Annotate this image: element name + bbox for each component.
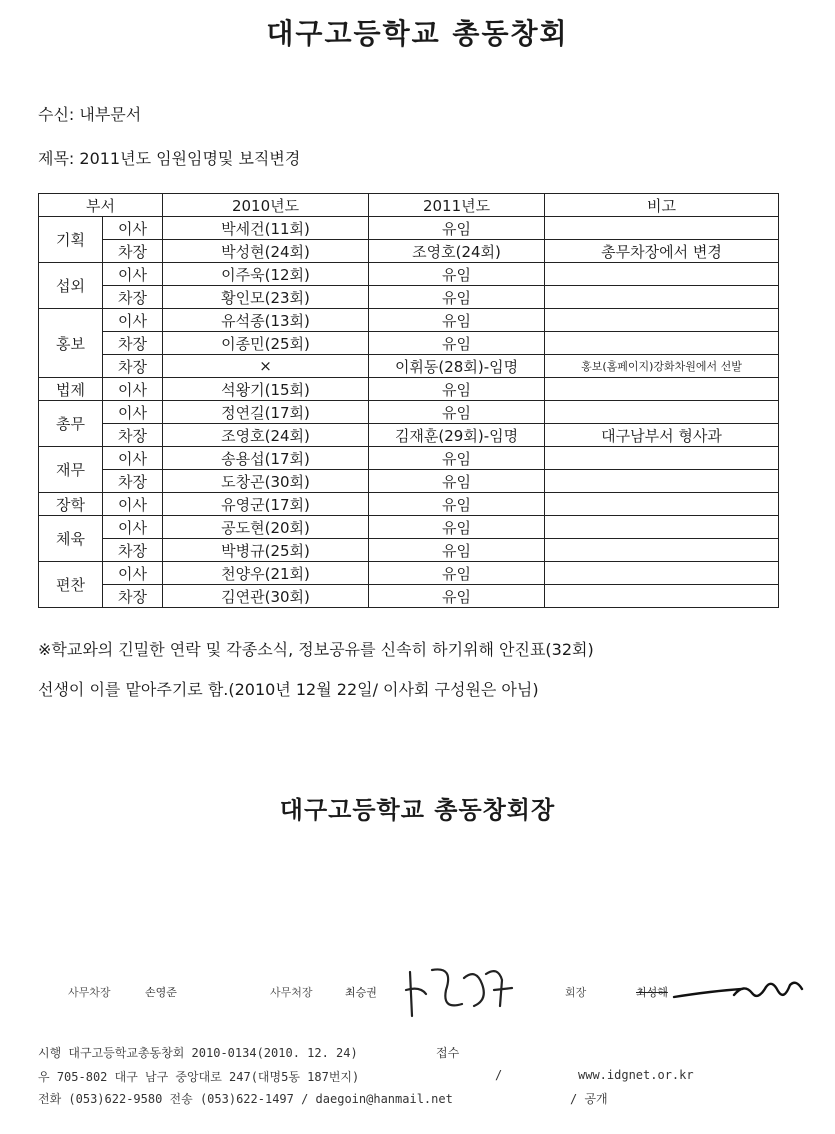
table-row [39,217,779,240]
table-header [39,194,779,217]
note-cell: 대구남부서 형사과 [545,424,779,447]
signature-deputy-secretary [68,984,111,1000]
dept-cell: 재무 [39,447,103,493]
handwritten-signature-president [672,975,807,1005]
year-2011-cell: 이휘동(28회)-임명 [369,355,545,378]
signature-president-name [636,984,668,1000]
note-cell [545,470,779,493]
table-row [39,516,779,539]
footer-receipt: 접수 [436,1046,460,1060]
role-cell: 차장 [103,355,163,378]
subject-line: 제목: 2011년도 임원임명및 보직변경 [38,149,301,168]
year-2011-cell: 유임 [369,447,545,470]
table-row [39,493,779,516]
signature-secretary-general [270,984,313,1000]
note-cell [545,332,779,355]
year-2010-cell: 박세건(11회) [163,217,369,240]
table-row [39,470,779,493]
table-row [39,562,779,585]
role-cell: 차장 [103,240,163,263]
year-2011-cell: 유임 [369,585,545,608]
dept-cell: 장학 [39,493,103,516]
table-row [39,447,779,470]
dept-cell: 홍보 [39,309,103,378]
dept-cell: 섭외 [39,263,103,309]
handwritten-signature-secretary [402,960,522,1030]
table-row [39,401,779,424]
dept-cell: 편찬 [39,562,103,608]
table-row [39,539,779,562]
role-cell: 이사 [103,217,163,240]
year-2010-cell: 정연길(17회) [163,401,369,424]
note-cell [545,286,779,309]
dept-cell: 법제 [39,378,103,401]
year-2010-cell: 이주욱(12회) [163,263,369,286]
dept-cell: 기획 [39,217,103,263]
year-2010-cell: 박병규(25회) [163,539,369,562]
signature-name: 최승권 [345,986,377,999]
col-header-dept: 부서 [39,194,163,217]
year-2011-cell: 유임 [369,378,545,401]
footer-disclosure: / 공개 [570,1092,608,1106]
signature-label: 사무차장 [68,986,111,999]
year-2010-cell: × [163,355,369,378]
year-2010-cell: 김연관(30회) [163,585,369,608]
footer-doc-number: 시행 대구고등학교총동창회 2010-0134(2010. 12. 24) [38,1046,358,1060]
year-2011-cell: 유임 [369,539,545,562]
role-cell: 차장 [103,286,163,309]
role-cell: 이사 [103,493,163,516]
role-cell: 이사 [103,401,163,424]
year-2010-cell: 유석종(13회) [163,309,369,332]
table-row [39,263,779,286]
role-cell: 이사 [103,562,163,585]
year-2011-cell: 유임 [369,309,545,332]
role-cell: 차장 [103,332,163,355]
note-cell [545,562,779,585]
year-2011-cell: 조영호(24회) [369,240,545,263]
note-cell [545,217,779,240]
note-cell: 홍보(홈페이지)강화차원에서 선발 [545,355,779,378]
note-cell [545,516,779,539]
note-cell [545,378,779,401]
year-2010-cell: 박성현(24회) [163,240,369,263]
table-row [39,240,779,263]
note-line-1: ※학교와의 긴밀한 연락 및 각종소식, 정보공유를 신속히 하기위해 안진표(32회) [38,640,594,659]
role-cell: 이사 [103,263,163,286]
dept-cell: 총무 [39,401,103,447]
year-2010-cell: 송용섭(17회) [163,447,369,470]
footer-address: 우 705-802 대구 남구 중앙대로 247(대명5동 187번지) [38,1070,360,1084]
note-cell [545,263,779,286]
note-cell [545,447,779,470]
year-2010-cell: 천양우(21회) [163,562,369,585]
table-row [39,424,779,447]
note-cell [545,539,779,562]
year-2011-cell: 유임 [369,562,545,585]
note-line-2: 선생이 이를 맡아주기로 함.(2010년 12월 22일/ 이사회 구성원은 아님) [38,680,539,699]
note-cell [545,309,779,332]
year-2010-cell: 이종민(25회) [163,332,369,355]
col-header-2011: 2011년도 [369,194,545,217]
table-row [39,355,779,378]
signature-label: 사무처장 [270,986,313,999]
year-2010-cell: 석왕기(15회) [163,378,369,401]
year-2010-cell: 공도현(20회) [163,516,369,539]
table-body [39,217,779,608]
dept-cell: 체육 [39,516,103,562]
year-2011-cell: 김재훈(29회)-임명 [369,424,545,447]
officer-roster-table [38,193,779,608]
note-cell [545,585,779,608]
year-2010-cell: 황인모(23회) [163,286,369,309]
role-cell: 이사 [103,447,163,470]
issuer-title: 대구고등학교 총동창회장 [279,796,556,824]
role-cell: 이사 [103,309,163,332]
table-row [39,378,779,401]
year-2010-cell: 유영군(17회) [163,493,369,516]
footer-contact: 전화 (053)622-9580 전송 (053)622-1497 / daegoin@hanmail.net [38,1092,453,1106]
table-row [39,585,779,608]
role-cell: 이사 [103,516,163,539]
signature-deputy-secretary-name [145,984,177,1000]
year-2011-cell: 유임 [369,401,545,424]
signature-name: 최성해 [636,986,668,999]
footer-website: www.idgnet.or.kr [578,1068,694,1082]
year-2011-cell: 유임 [369,332,545,355]
note-cell [545,401,779,424]
year-2010-cell: 도창곤(30회) [163,470,369,493]
year-2011-cell: 유임 [369,516,545,539]
col-header-note: 비고 [545,194,779,217]
table-row [39,309,779,332]
note-cell [545,493,779,516]
signature-president [565,984,586,1000]
signature-label: 회장 [565,986,587,999]
signature-name: 손영준 [145,986,177,999]
table-row [39,286,779,309]
note-cell: 총무차장에서 변경 [545,240,779,263]
footer-slash: / [495,1068,503,1082]
year-2011-cell: 유임 [369,470,545,493]
col-header-2010: 2010년도 [163,194,369,217]
role-cell: 차장 [103,470,163,493]
role-cell: 이사 [103,378,163,401]
signature-secretary-general-name [345,984,377,1000]
role-cell: 차장 [103,585,163,608]
year-2011-cell: 유임 [369,263,545,286]
year-2011-cell: 유임 [369,217,545,240]
role-cell: 차장 [103,539,163,562]
role-cell: 차장 [103,424,163,447]
year-2011-cell: 유임 [369,286,545,309]
document-title: 대구고등학교 총동창회 [266,17,569,50]
recipient-line: 수신: 내부문서 [38,105,142,124]
table-row [39,332,779,355]
year-2011-cell: 유임 [369,493,545,516]
year-2010-cell: 조영호(24회) [163,424,369,447]
